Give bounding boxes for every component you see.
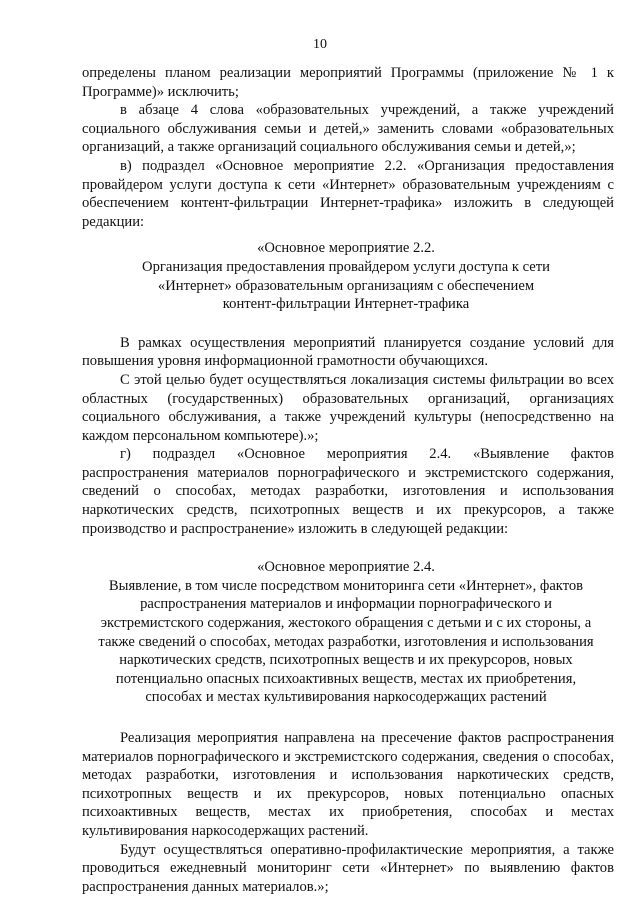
heading-line: также сведений о способах, методах разработки, изготовления и использования [98, 633, 594, 650]
heading-line: способах и местах культивирования наркосодержащих растений [145, 689, 547, 706]
paragraph-monitoring: Будут осуществляться оперативно-профилактические мероприятия, а также проводиться ежедневный мониторинг сети «Интернет» по выявлению фактов распространения данных материалов.»; [82, 841, 614, 895]
heading-line: Выявление, в том числе посредством мониторинга сети «Интернет», фактов [108, 577, 584, 594]
section-heading-2-4 [70, 558, 622, 707]
heading-line: контент-фильтрации Интернет-трафика [222, 296, 470, 313]
paragraph-subsection-v: в) подраздел «Основное мероприятие 2.2. «Организация предоставления провайдером услуги доступа к сети «Интернет» образовательным учреждениям с обеспечением контент-фильтрации Интернет-трафика» изложить в следующей редакции: [82, 157, 614, 230]
paragraph-filtration-system: С этой целью будет осуществляться локализация системы фильтрации во всех областных (государственных) образовательных организаций, организациях социального обслуживания, а также учреждений культуры (непосредственно на каждом персональном компьютере).»; [82, 371, 614, 444]
heading-line: потенциально опасных психоактивных веществ, местах их приобретения, [115, 670, 577, 687]
heading-line: «Основное мероприятие 2.2. [257, 240, 435, 257]
heading-line: «Основное мероприятие 2.4. [257, 559, 435, 576]
paragraph-information-literacy: В рамках осуществления мероприятий планируется создание условий для повышения уровня информационной грамотности обучающихся. [82, 334, 614, 370]
paragraph-abzac-4: в абзаце 4 слова «образовательных учреждений, а также учреждений социального обслуживания семьи и детей,» заменить словами «образовательных организаций, а также организаций социального обслуживания семьи и детей,»; [82, 102, 614, 156]
heading-line: экстремистского содержания, жестокого обращения с детьми и с их стороны, а [100, 615, 592, 632]
heading-line: распространения материалов и информации порнографического и [140, 596, 552, 613]
page-number: 10 [313, 37, 327, 52]
heading-line: наркотических средств, психотропных веществ и их прекурсоров, новых [119, 652, 573, 669]
paragraph-program-exclusion: определены планом реализации мероприятий Программы (приложение № 1 к Программе)» исключить; [82, 65, 614, 100]
paragraph-measure-aim: Реализация мероприятия направлена на пресечение фактов распространения материалов порнографического и экстремистского содержания, сведения о способах, методах разработки, изготовления и использования наркотических средств, психотропных веществ и их прекурсоров, новых потенциально опасных психоактивных веществ, местах их приобретения, способах и местах культивирования наркосодержащих растений. [82, 730, 614, 839]
document-body [82, 64, 614, 896]
heading-line: Организация предоставления провайдером услуги доступа к сети [142, 258, 550, 275]
heading-line: «Интернет» образовательным организациям с обеспечением [157, 277, 535, 294]
section-heading-2-2 [70, 239, 622, 313]
paragraph-subsection-g: г) подраздел «Основное мероприятия 2.4. «Выявление фактов распространения материалов порнографического и экстремистского содержания, сведений о способах, методах разработки, изготовления и использования наркотических средств, психотропных веществ и их прекурсоров, а также производство и распространение» изложить в следующей редакции: [82, 446, 614, 537]
